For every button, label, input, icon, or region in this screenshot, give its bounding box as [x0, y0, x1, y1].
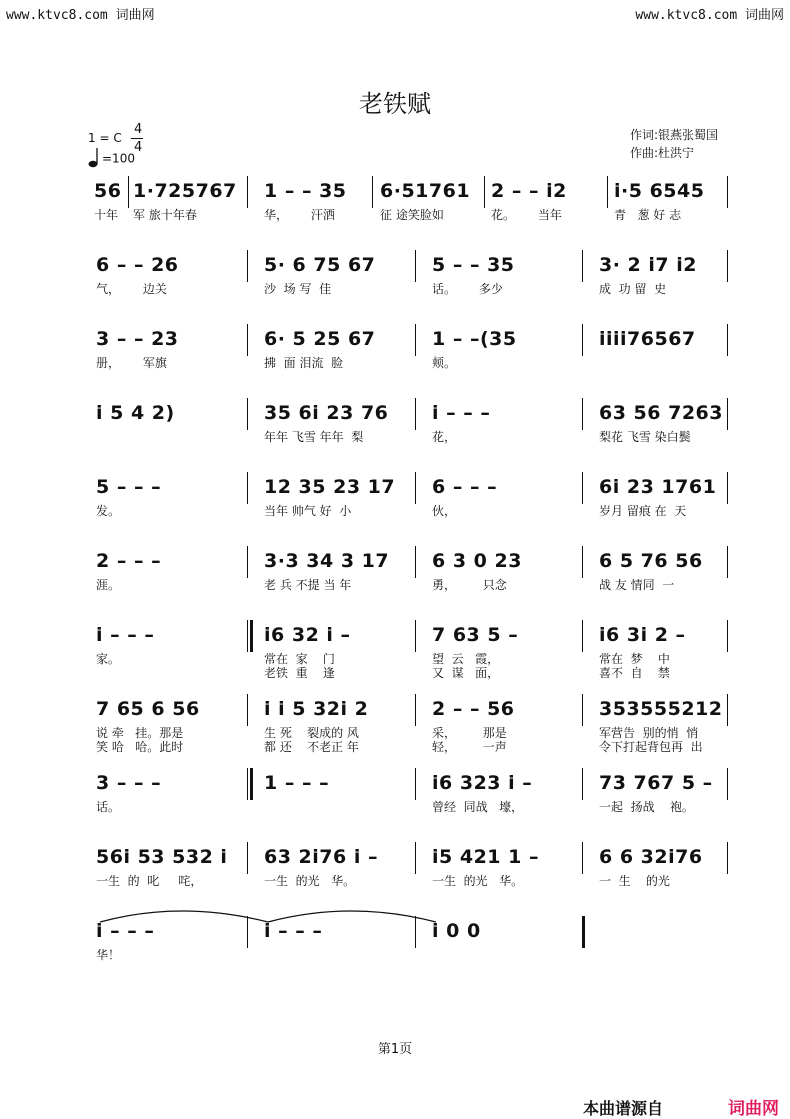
lyric-line: 说 牵 挂。那是: [96, 726, 184, 740]
bar-line: [727, 250, 728, 282]
bar-line: [582, 620, 583, 652]
measure-notes: 1 – – 35: [264, 180, 347, 202]
lyric-line: 一起 扬战 袍。: [599, 800, 694, 814]
lyric-line-second: 令下打起背包再 出: [599, 740, 703, 754]
measure-notes: i6 323 i –: [432, 772, 533, 794]
lyric-line: 伙，: [432, 504, 457, 518]
bar-line: [607, 176, 608, 208]
lyric-line: 沙 场 写 佳: [264, 282, 332, 296]
lyric-line: 年年 飞雪 年年 梨: [264, 430, 364, 444]
lyric-line: 成 功 留 史: [599, 282, 667, 296]
bar-line: [372, 176, 373, 208]
lyric-line-second: 笑 哈 哈。此时: [96, 740, 184, 754]
measure-notes: 7 63 5 –: [432, 624, 519, 646]
lyric-line: 当年 帅气 好 小: [264, 504, 352, 518]
score-row: [0, 694, 790, 764]
measure-notes: 2 – – 56: [432, 698, 515, 720]
measure-notes: 3 – – –: [96, 772, 162, 794]
score-row: [0, 842, 790, 912]
bar-line: [415, 472, 416, 504]
bar-line: [727, 546, 728, 578]
bar-line: [247, 842, 248, 874]
measure-notes: i – – –: [96, 920, 155, 942]
measure-notes: i – – –: [96, 624, 155, 646]
composer: 作曲:杜洪宁: [630, 146, 695, 160]
bar-line: [247, 472, 248, 504]
bar-line: [727, 176, 728, 208]
measure-notes: i 0 0: [432, 920, 481, 942]
lyric-line: 华， 汗洒: [264, 208, 335, 222]
bar-line: [247, 546, 248, 578]
measure-notes: 1·725767: [133, 180, 237, 202]
lyric-line: 常在 家 门: [264, 652, 335, 666]
bar-line: [415, 768, 416, 800]
score-row: [0, 176, 790, 246]
measure-notes: 1 – –(35: [432, 328, 517, 350]
bar-line: [415, 398, 416, 430]
bar-line: [247, 250, 248, 282]
lyric-line: 一生 的光 华。: [264, 874, 356, 888]
measure-notes: 353555212: [599, 698, 723, 720]
measure-notes: i i 5 32i 2: [264, 698, 369, 720]
measure-notes: 7 65 6 56: [96, 698, 200, 720]
measure-notes: i6 3i 2 –: [599, 624, 686, 646]
score-row: [0, 546, 790, 616]
bar-line: [415, 842, 416, 874]
bar-line: [247, 694, 248, 726]
watermark-left: www.ktvc8.com 词曲网: [6, 8, 155, 23]
lyric-line: 气， 边关: [96, 282, 167, 296]
measure-notes: 6 – – 26: [96, 254, 179, 276]
lyric-line: 望 云 霞，: [432, 652, 500, 666]
lyric-line: 涯。: [96, 578, 121, 592]
lyric-line: 征 途笑脸如: [380, 208, 444, 222]
lyric-line: 发。: [96, 504, 121, 518]
lyricist: 作词:银燕张蜀国: [630, 128, 719, 142]
bar-line: [128, 176, 129, 208]
measure-notes: i – – –: [432, 402, 491, 424]
lyric-line: 常在 梦 中: [599, 652, 670, 666]
bar-line: [247, 324, 248, 356]
lyric-line: 一生 的 叱 咤，: [96, 874, 203, 888]
tie-arc: [96, 904, 536, 924]
measure-notes: 73 767 5 –: [599, 772, 713, 794]
page-number: 第1页: [377, 1042, 413, 1057]
lyric-line: 册， 军旗: [96, 356, 167, 370]
measure-notes: 3·3 34 3 17: [264, 550, 390, 572]
lyric-line: 花，: [432, 430, 457, 444]
measure-notes: i5 421 1 –: [432, 846, 539, 868]
credits: [630, 126, 718, 162]
watermark-right: www.ktvc8.com 词曲网: [635, 8, 784, 23]
measure-notes: 12 35 23 17: [264, 476, 396, 498]
lyric-line: 军营告 别的悄 悄: [599, 726, 699, 740]
measure-notes: iiii76567: [599, 328, 696, 350]
measure-notes: 6 5 76 56: [599, 550, 703, 572]
lyric-line-second: 喜不 自 禁: [599, 666, 670, 680]
measure-notes: 56: [94, 180, 122, 202]
time-signature-bottom: 4: [134, 140, 143, 155]
measure-notes: i 5 4 2): [96, 402, 175, 424]
lyric-line: 青 葱 好 志: [614, 208, 682, 222]
tempo-value: =100: [102, 151, 135, 166]
score-row: [0, 250, 790, 320]
lyric-line: 采， 那是: [432, 726, 507, 740]
lyric-line-second: 又 谋 面，: [432, 666, 500, 680]
lyric-line-second: 老铁 重 逢: [264, 666, 335, 680]
lyric-line: 一 生 的光: [599, 874, 670, 888]
measure-notes: 6 – – –: [432, 476, 498, 498]
bar-line: [727, 694, 728, 726]
bar-line: [582, 472, 583, 504]
lyric-line: 曾经 同战 壕，: [432, 800, 524, 814]
score-row: [0, 620, 790, 690]
lyric-line: 勇， 只念: [432, 578, 507, 592]
bar-line: [582, 546, 583, 578]
lyric-line: 话。 多少: [432, 282, 503, 296]
bar-line: [582, 398, 583, 430]
song-title: 老铁赋: [359, 90, 431, 118]
bar-line: [727, 324, 728, 356]
bar-line: [727, 768, 728, 800]
lyric-line: 拂 面 泪流 脸: [264, 356, 344, 370]
bar-line: [582, 916, 585, 948]
bar-line: [582, 250, 583, 282]
quarter-note-icon: [88, 146, 102, 170]
lyric-line: 岁月 留痕 在 天: [599, 504, 687, 518]
bar-line: [247, 398, 248, 430]
key-signature: 1 = C: [88, 131, 122, 145]
lyric-line: 老 兵 不提 当 年: [264, 578, 352, 592]
lyric-line: 花。 当年: [491, 208, 562, 222]
lyric-line: 华！: [96, 948, 121, 962]
bar-line: [415, 324, 416, 356]
site-logo: 词曲网: [728, 1099, 779, 1119]
time-signature-top: 4: [134, 122, 143, 137]
bar-line: [247, 620, 251, 652]
measure-notes: 2 – – –: [96, 550, 162, 572]
bar-line: [247, 176, 248, 208]
measure-notes: 3 – – 23: [96, 328, 179, 350]
measure-notes: i – – –: [264, 920, 323, 942]
bar-line: [582, 842, 583, 874]
measure-notes: 6i 23 1761: [599, 476, 717, 498]
measure-notes: 6 3 0 23: [432, 550, 522, 572]
bar-line: [247, 768, 251, 800]
bar-line: [582, 694, 583, 726]
bar-line: [582, 324, 583, 356]
bar-line: [727, 472, 728, 504]
measure-notes: 6 6 32i76: [599, 846, 703, 868]
measure-notes: 63 2i76 i –: [264, 846, 378, 868]
measure-notes: 1 – – –: [264, 772, 330, 794]
score-row: [0, 472, 790, 542]
measure-notes: 5 – – 35: [432, 254, 515, 276]
measure-notes: i·5 6545: [614, 180, 705, 202]
lyric-line: 生 死 裂成的 风: [264, 726, 359, 740]
measure-notes: 35 6i 23 76: [264, 402, 389, 424]
tempo-marking: [88, 146, 135, 170]
bar-line: [727, 842, 728, 874]
score-row: [0, 768, 790, 838]
bar-line: [582, 768, 583, 800]
bar-line: [415, 694, 416, 726]
measure-notes: 6· 5 25 67: [264, 328, 376, 350]
lyric-line: 一生 的光 华。: [432, 874, 524, 888]
measure-notes: 5 – – –: [96, 476, 162, 498]
lyric-line: 战 友 情同 一: [599, 578, 675, 592]
measure-notes: 2 – – i2: [491, 180, 567, 202]
lyric-line-second: 都 还 不老正 年: [264, 740, 359, 754]
measure-notes: i6 32 i –: [264, 624, 351, 646]
measure-notes: 6·51761: [380, 180, 471, 202]
bar-line: [415, 620, 416, 652]
lyric-line: 军 旅十年春: [133, 208, 197, 222]
measure-notes: 5· 6 75 67: [264, 254, 376, 276]
lyric-line: 颊。: [432, 356, 457, 370]
score-row: [0, 916, 790, 986]
score-row: [0, 324, 790, 394]
lyric-line: 十年: [94, 208, 119, 222]
measure-notes: 3· 2 i7 i2: [599, 254, 697, 276]
score-row: [0, 398, 790, 468]
lyric-line: 话。: [96, 800, 121, 814]
bar-line: [727, 398, 728, 430]
lyric-line-second: 轻， 一声: [432, 740, 507, 754]
measure-notes: 56i 53 532 i: [96, 846, 228, 868]
bar-line: [484, 176, 485, 208]
lyric-line: 梨花 飞雪 染白鬓: [599, 430, 691, 444]
bar-line: [415, 546, 416, 578]
source-label: 本曲谱源自: [583, 1099, 664, 1118]
bar-line: [727, 620, 728, 652]
bar-line: [415, 250, 416, 282]
measure-notes: 63 56 7263: [599, 402, 723, 424]
lyric-line: 家。: [96, 652, 121, 666]
